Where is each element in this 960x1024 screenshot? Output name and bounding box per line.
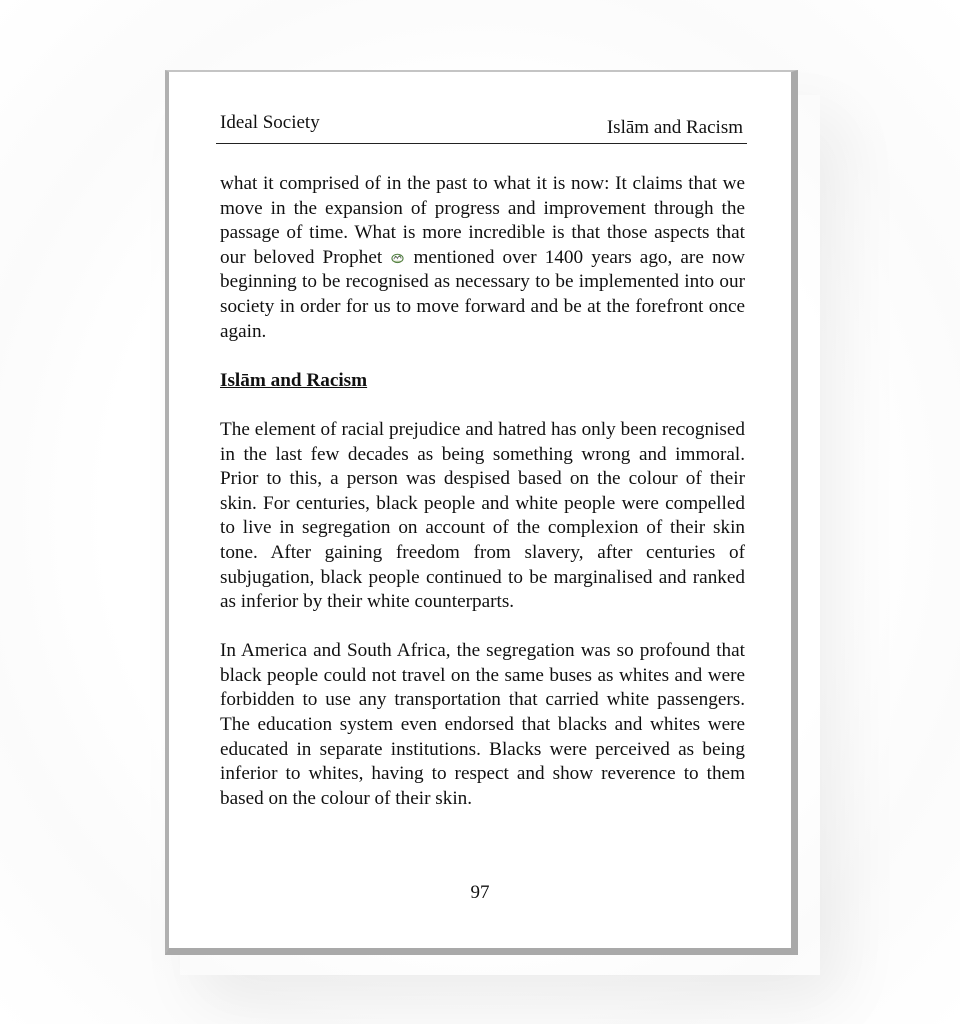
header-book-title: Ideal Society (220, 112, 320, 133)
paragraph-1 (220, 172, 745, 344)
paragraph-3: In America and South Africa, the segregation was so profound that black people could not travel on the same buses as whites and were forbidden to use any transportation that carried white passengers. The education system even endorsed that blacks and whites were educated in separate institutions. Blacks were perceived as being inferior to whites, having to respect and show reverence to them based on the colour of their skin. (220, 640, 745, 809)
section-heading: Islām and Racism (220, 369, 368, 391)
header-chapter-title: Islām and Racism (606, 117, 743, 138)
page-number: 97 (470, 882, 490, 903)
paragraph-2: The element of racial prejudice and hatred has only been recognised in the last few decades as being something wrong and immoral. Prior to this, a person was despised based on the colour of their skin. For centuries, black people and white people were compelled to live in segregation on account of the complexion of their skin tone. After gaining freedom from slavery, after centuries of subjugation, black people continued to be marginalised and ranked as inferior by their white counterparts. (220, 418, 745, 613)
paragraph-1-part-b: mentioned over 1400 years ago, are now beginning to be recognised as necessary to be implemented into our society in order for us to move forward and be at the forefront once again. (220, 246, 745, 342)
running-header (216, 112, 747, 144)
book-page (165, 70, 798, 955)
page-body (220, 172, 745, 836)
salutation-calligraphy-icon (391, 251, 404, 264)
paragraph-1-part-a: what it comprised of in the past to what it is now: It claims that we move in the expansion of progress and improvement through the passage of time. What is more incredible is that those aspects that our beloved Prophet (220, 173, 745, 268)
